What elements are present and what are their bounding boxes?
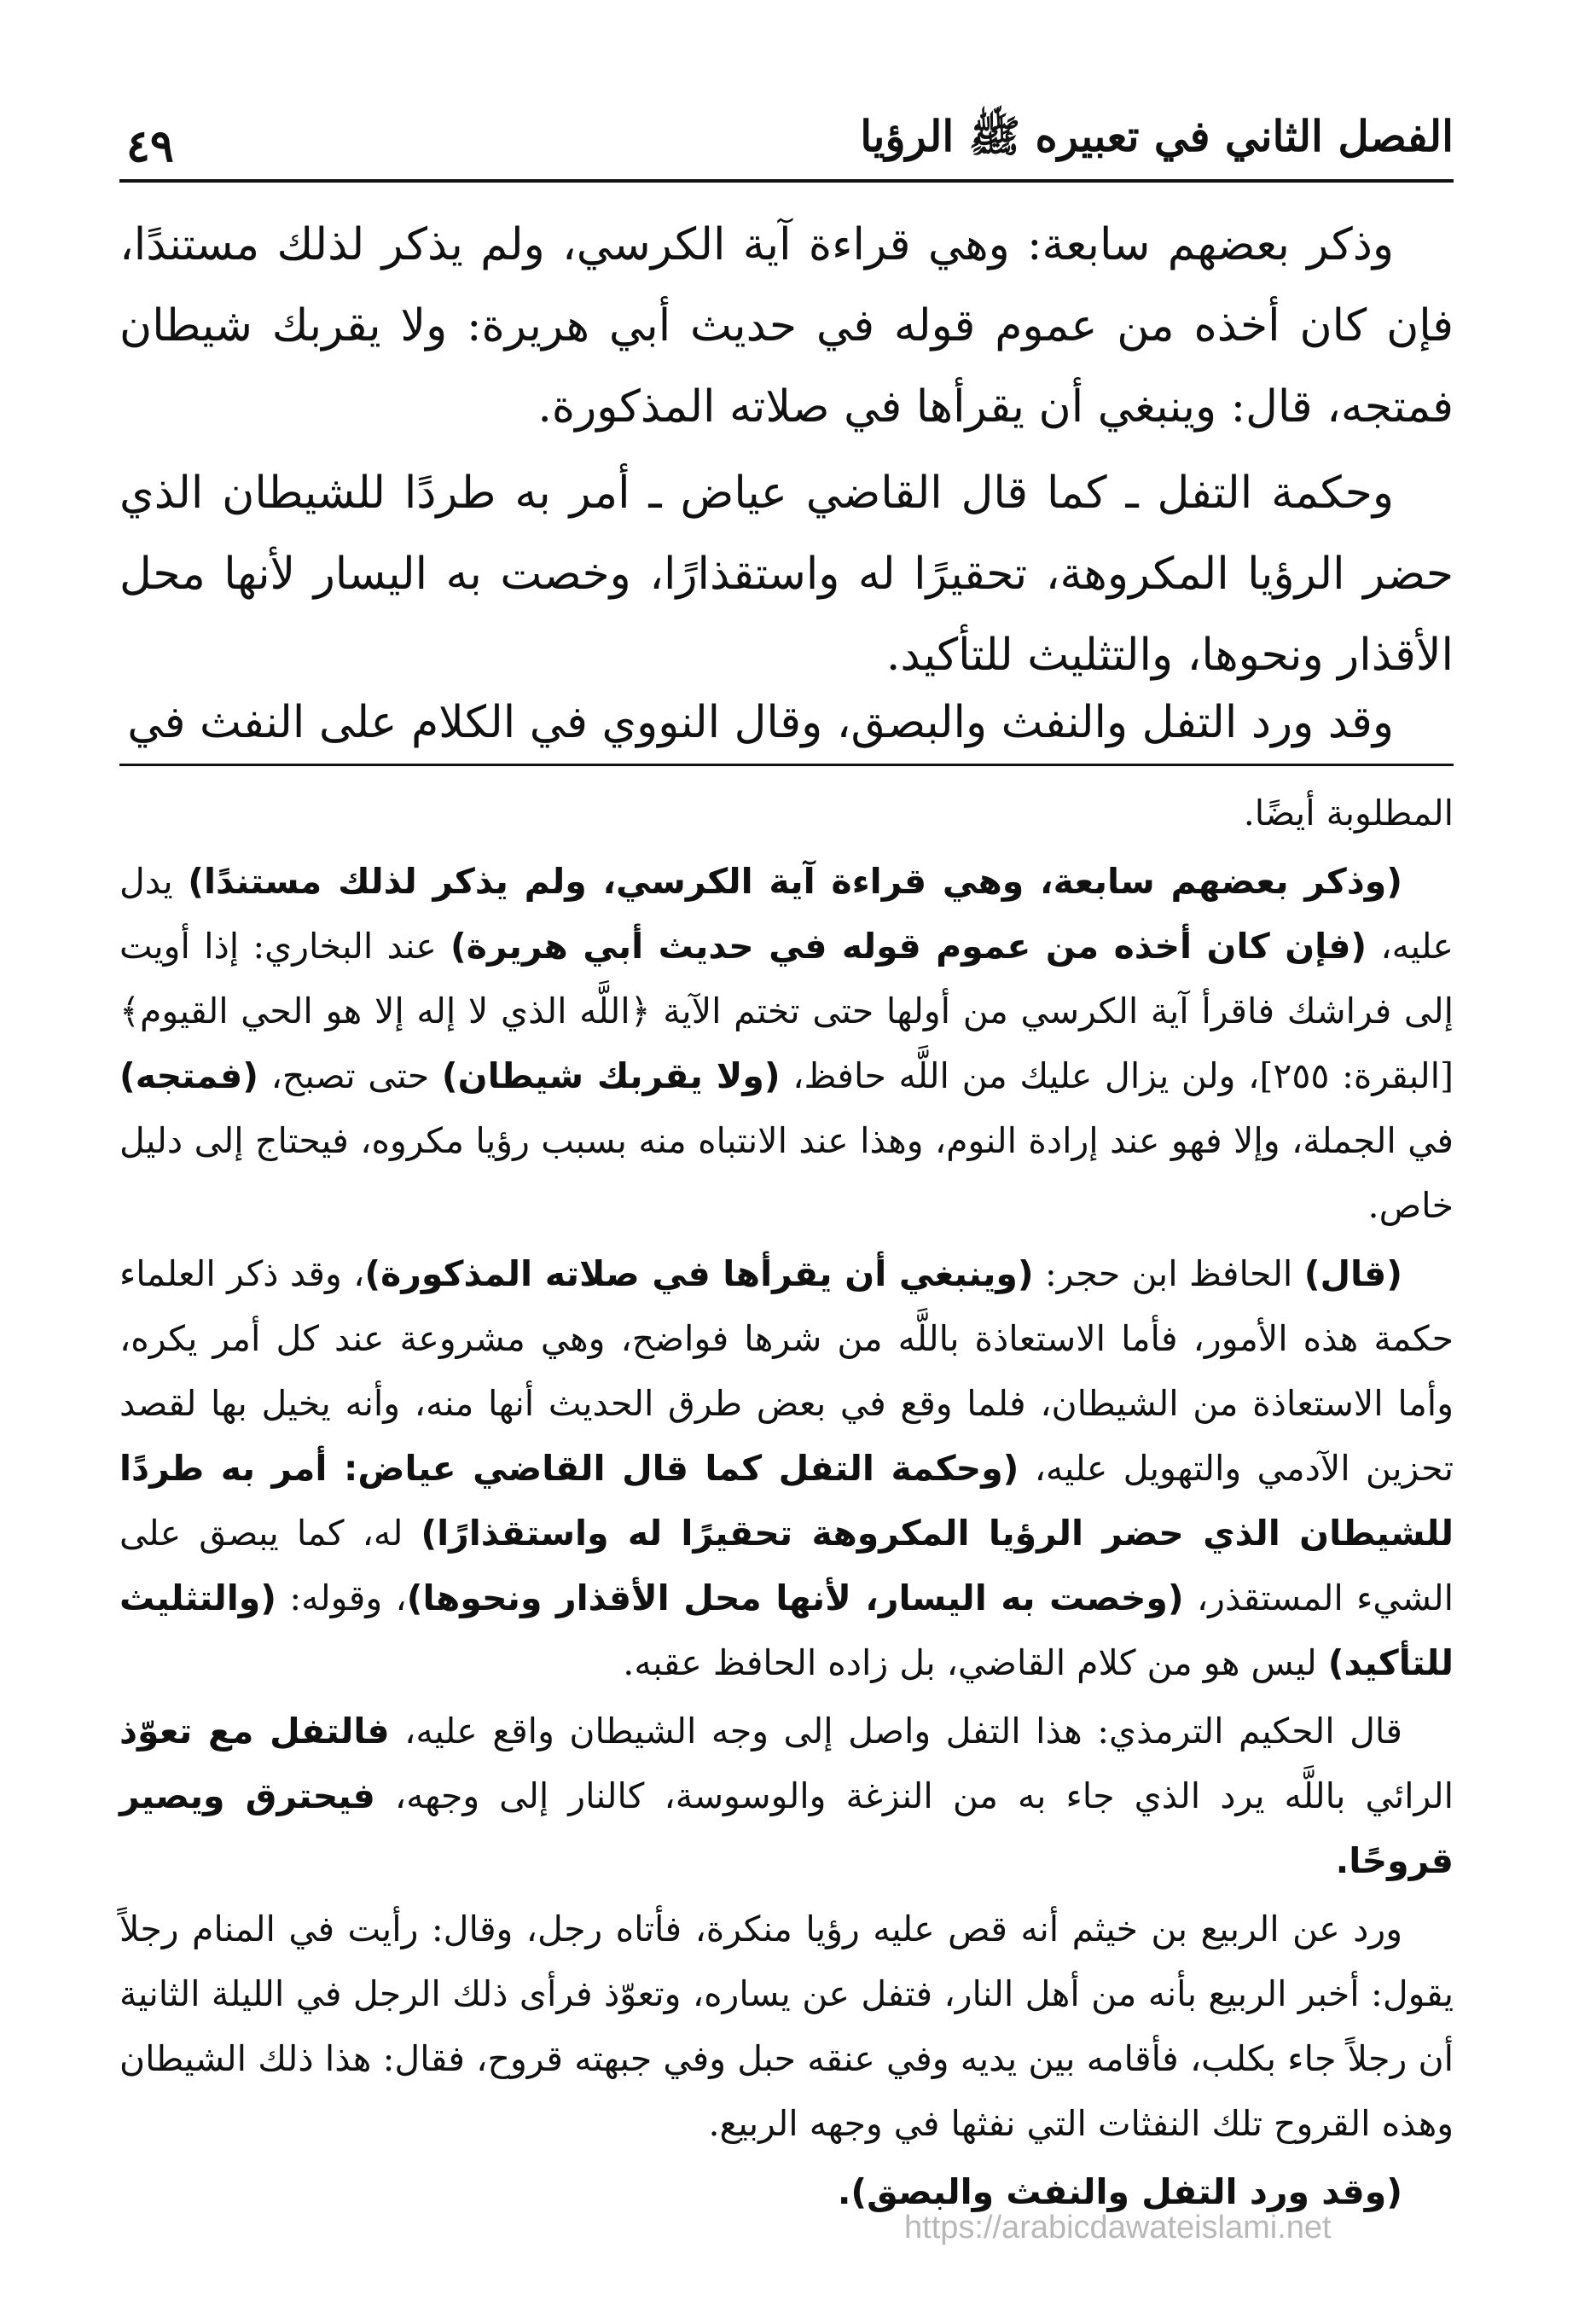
commentary-text-run: حتى تصبح، <box>258 1055 442 1096</box>
quoted-text: (فإن كان أخذه من عموم قوله في حديث أبي هريرة) <box>450 926 1367 967</box>
page-number: ٤٩ <box>126 120 174 172</box>
watermark-url: https://arabicdawateislami.net <box>904 2210 1332 2246</box>
quoted-text: (والتثليث للتأكيد) <box>119 1577 1454 1683</box>
commentary-text-run: عند البخاري: إذا أويت إلى فراشك فاقرأ آية الكرسي من أولها حتى تختم الآية ﴿اللَّه الذي لا إله إلا هو الحي القيوم﴾ [البقرة: ٢٥٥]، ولن يزال عليك من اللَّه حافظ، <box>119 926 1454 1096</box>
commentary-text-run: في الجملة، وإلا فهو عند إرادة النوم، وهذا عند الانتباه منه بسبب رؤيا مكروه، فيحتاج إلى دليل خاص. <box>119 1120 1454 1226</box>
commentary-text-run: له، كما يبصق على الشيء المستقذر، <box>119 1513 1454 1618</box>
commentary-paragraph: ورد عن الربيع بن خيثم أنه قص عليه رؤيا منكرة، فأتاه رجل، وقال: رأيت في المنام رجلاً يقول: أخبر الربيع بأنه من أهل النار، فتفل عن يساره، وتعوّذ فرأى ذلك الرجل في الليلة الثانية أن رجلاً جاء بكلب، فأقامه بين يديه وفي عنقه حبل وفي جبهته قروح، فقال: هذا ذلك الشيطان وهذه القروح تلك النفثات التي نفثها في وجهه الربيع. <box>119 1909 1454 2144</box>
commentary-text-run: ، وقد ذكر العلماء حكمة هذه الأمور، فأما الاستعاذة باللَّه من شرها فواضح، وهي مشروعة عند كل أمر يكره، وأما الاستعاذة من الشيطان، فلما وقع في بعض طرق الحديث أنها منه، وأنه يخيل بها لقصد تحزين الآدمي والتهويل عليه، <box>119 1253 1454 1489</box>
emphasized-text: فيحترق ويصير قروحًا. <box>119 1775 1454 1881</box>
commentary-text-run: المطلوبة أيضًا. <box>1243 793 1454 834</box>
quoted-text: (وخصت به اليسار، لأنها محل الأقذار ونحوها) <box>406 1577 1184 1618</box>
chapter-title: الفصل الثاني في تعبيره ﷺ الرؤيا <box>860 111 1454 161</box>
commentary-text-run: يدل عليه، <box>119 861 1454 967</box>
quoted-text: (وقد ورد التفل والنفث والبصق). <box>837 2171 1402 2212</box>
page-header <box>119 102 1454 183</box>
commentary-text-run: الحافظ ابن حجر: <box>1033 1253 1304 1294</box>
main-paragraph: وحكمة التفل ـ كما قال القاضي عياض ـ أمر به طردًا للشيطان الذي حضر الرؤيا المكروهة، تحقيرًا له واستقذارًا، وخصت به اليسار لأنها محل الأقذار ونحوها، والتثليث للتأكيد. <box>119 468 1454 681</box>
quoted-text: (وذكر بعضهم سابعة، وهي قراءة آية الكرسي، ولم يذكر لذلك مستندًا) <box>188 861 1402 902</box>
emphasized-text: فالتفل مع تعوّذ <box>119 1711 390 1752</box>
quoted-text: (فمتجه) <box>119 1055 258 1096</box>
commentary-paragraph <box>119 1241 1454 1695</box>
commentary-paragraph <box>119 849 1454 1238</box>
main-text <box>119 205 1454 701</box>
commentary-text-run: ، وقوله: <box>276 1577 407 1618</box>
quoted-text: (وحكمة التفل كما قال القاضي عياض: أمر به طردًا للشيطان الذي حضر الرؤيا المكروهة تحقيرًا له واستقذارًا) <box>119 1448 1454 1554</box>
quoted-text: (ولا يقربك شيطان) <box>441 1055 781 1096</box>
commentary-text-run: قال الحكيم الترمذي: هذا التفل واصل إلى وجه الشيطان واقع عليه، <box>389 1711 1403 1752</box>
main-paragraph: وذكر بعضهم سابعة: وهي قراءة آية الكرسي، ولم يذكر لذلك مستندًا، فإن كان أخذه من عموم قوله في حديث أبي هريرة: ولا يقربك شيطان فمتجه، قال: وينبغي أن يقرأها في صلاته المذكورة. <box>119 219 1454 433</box>
commentary-text <box>119 781 1454 2228</box>
commentary-text-run: ليس هو من كلام القاضي، بل زاده الحافظ عقبه. <box>623 1642 1328 1683</box>
main-paragraph: وقد ورد التفل والنفث والبصق، وقال النووي في الكلام على النفث في <box>127 697 1394 748</box>
commentary-paragraph <box>119 781 1454 845</box>
quoted-text: (قال) <box>1303 1253 1402 1294</box>
main-text-last-line <box>119 683 1454 766</box>
commentary-paragraph <box>119 1699 1454 1893</box>
commentary-text-run: الرائي باللَّه يرد الذي جاء به من النزغة والوسوسة، كالنار إلى وجهه، <box>374 1775 1454 1816</box>
quoted-text: (وينبغي أن يقرأها في صلاته المذكورة) <box>364 1253 1034 1294</box>
